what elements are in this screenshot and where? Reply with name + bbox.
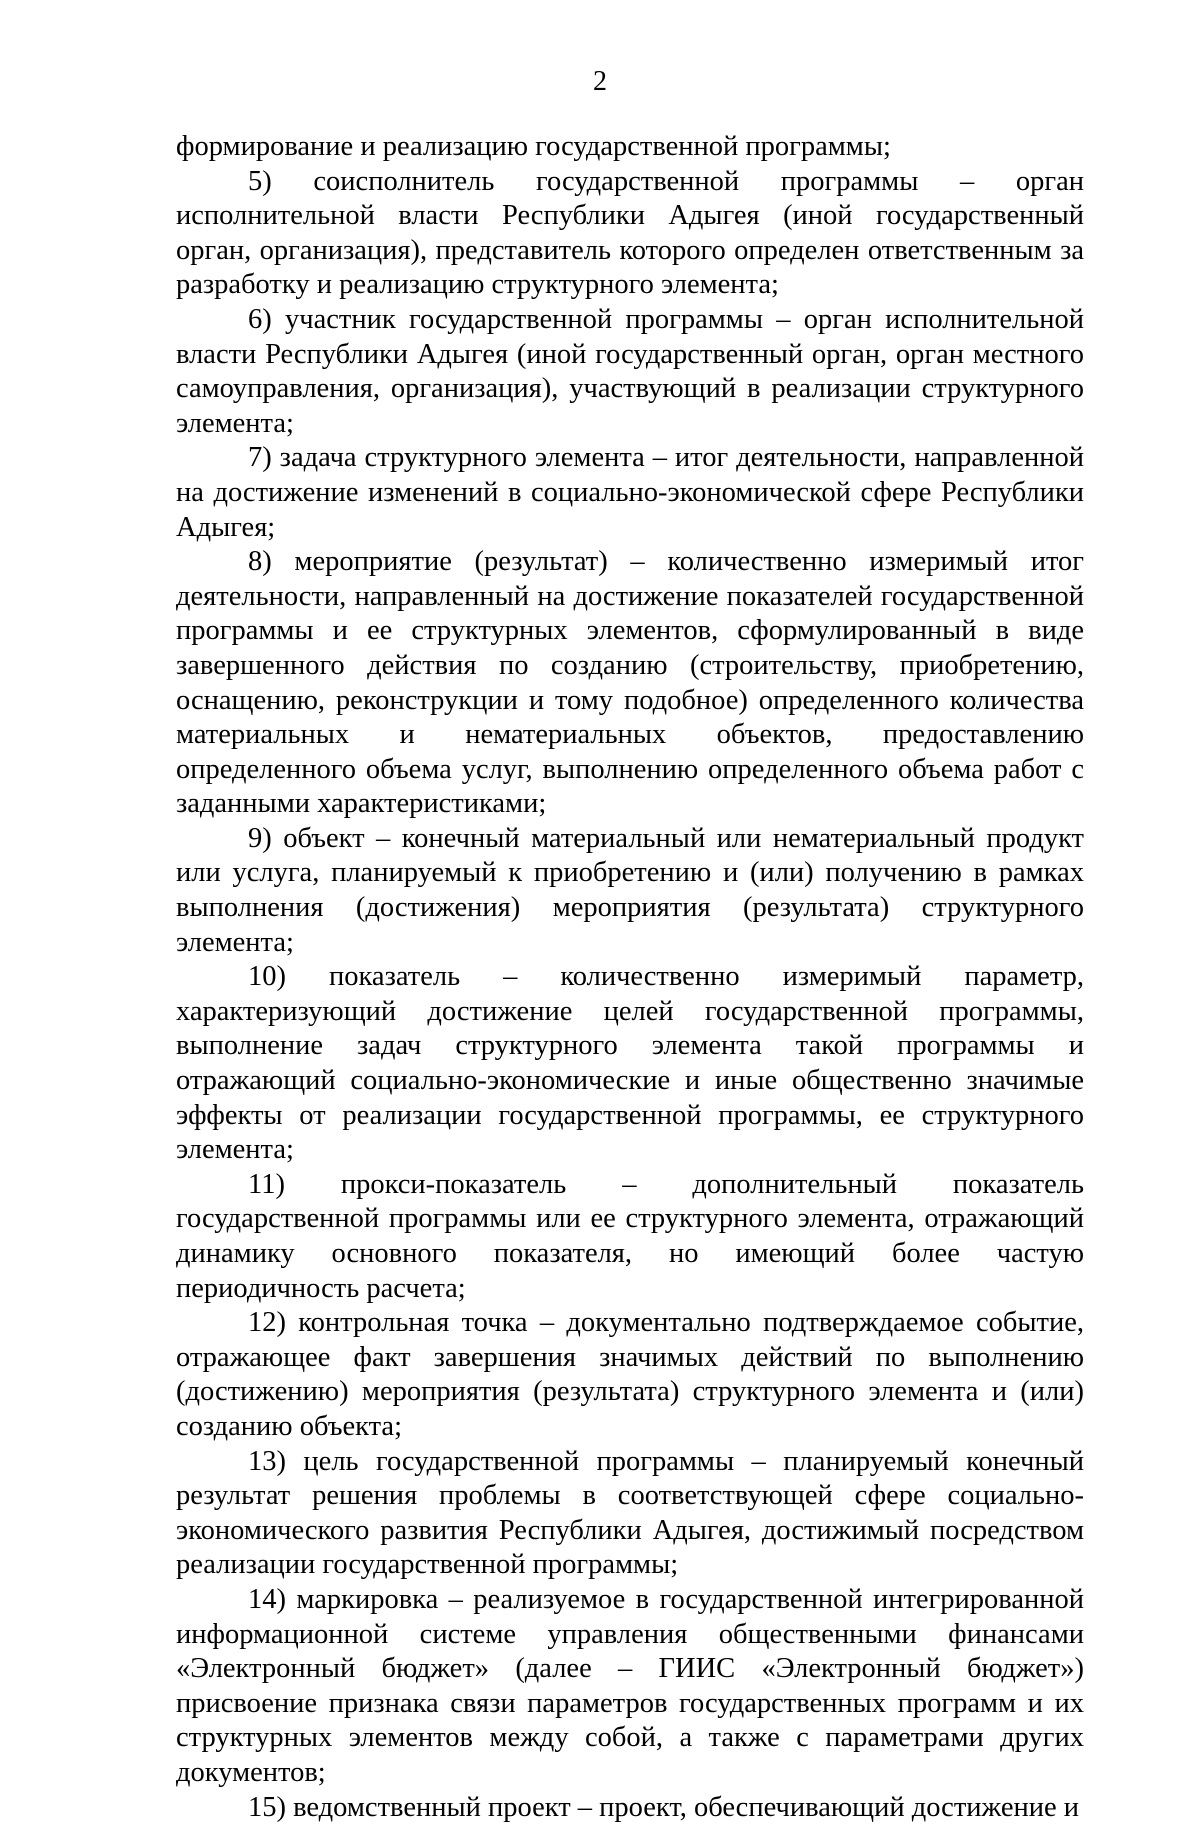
paragraph-item-15: 15) ведомственный проект – проект, обеспечивающий достижение и: [176, 1791, 1084, 1825]
paragraph-item-9: 9) объект – конечный материальный или нематериальный продукт или услуга, планируемый к приобретению и (или) получению в рамках выполнения (достижения) мероприятия (результата) структурного элемента;: [176, 822, 1084, 960]
paragraph-item-8: 8) мероприятие (результат) – количественно измеримый итог деятельности, направленный на достижение показателей государственной программы и ее структурных элементов, сформулированный в виде завершенного действия по созданию (строительству, приобретению, оснащению, реконструкции и тому подобное) определенного количества материальных и нематериальных объектов, предоставлению определенного объема услуг, выполнению определенного объема работ с заданными характеристиками;: [176, 545, 1084, 822]
paragraph-item-12: 12) контрольная точка – документально подтверждаемое событие, отражающее факт завершения значимых действий по выполнению (достижению) мероприятия (результата) структурного элемента и (или) созданию объекта;: [176, 1306, 1084, 1444]
paragraph-item-13: 13) цель государственной программы – планируемый конечный результат решения проблемы в соответствующей сфере социально-экономического развития Республики Адыгея, достижимый посредством реализации государственной программы;: [176, 1445, 1084, 1583]
paragraph-item-6: 6) участник государственной программы – орган исполнительной власти Республики Адыгея (иной государственный орган, орган местного самоуправления, организация), участвующий в реализации структурного элемента;: [176, 303, 1084, 441]
paragraph-item-11: 11) прокси-показатель – дополнительный показатель государственной программы или ее структурного элемента, отражающий динамику основного показателя, но имеющий более частую периодичность расчета;: [176, 1168, 1084, 1306]
paragraph-item-14: 14) маркировка – реализуемое в государственной интегрированной информационной системе управления общественными финансами «Электронный бюджет» (далее – ГИИС «Электронный бюджет») присвоение признака связи параметров государственных программ и их структурных элементов между собой, а также с параметрами других документов;: [176, 1583, 1084, 1791]
paragraph-item-10: 10) показатель – количественно измеримый параметр, характеризующий достижение целей государственной программы, выполнение задач структурного элемента такой программы и отражающий социально-экономические и иные общественно значимые эффекты от реализации государственной программы, ее структурного элемента;: [176, 960, 1084, 1168]
document-body: [176, 130, 1084, 1825]
paragraph-item-5: 5) соисполнитель государственной программы – орган исполнительной власти Республики Адыгея (иной государственный орган, организация), представитель которого определен ответственным за разработку и реализацию структурного элемента;: [176, 165, 1084, 303]
paragraph-continuation: формирование и реализацию государственной программы;: [176, 130, 1084, 165]
page-number: 2: [0, 68, 1200, 96]
paragraph-item-7: 7) задача структурного элемента – итог деятельности, направленной на достижение изменений в социально-экономической сфере Республики Адыгея;: [176, 441, 1084, 545]
